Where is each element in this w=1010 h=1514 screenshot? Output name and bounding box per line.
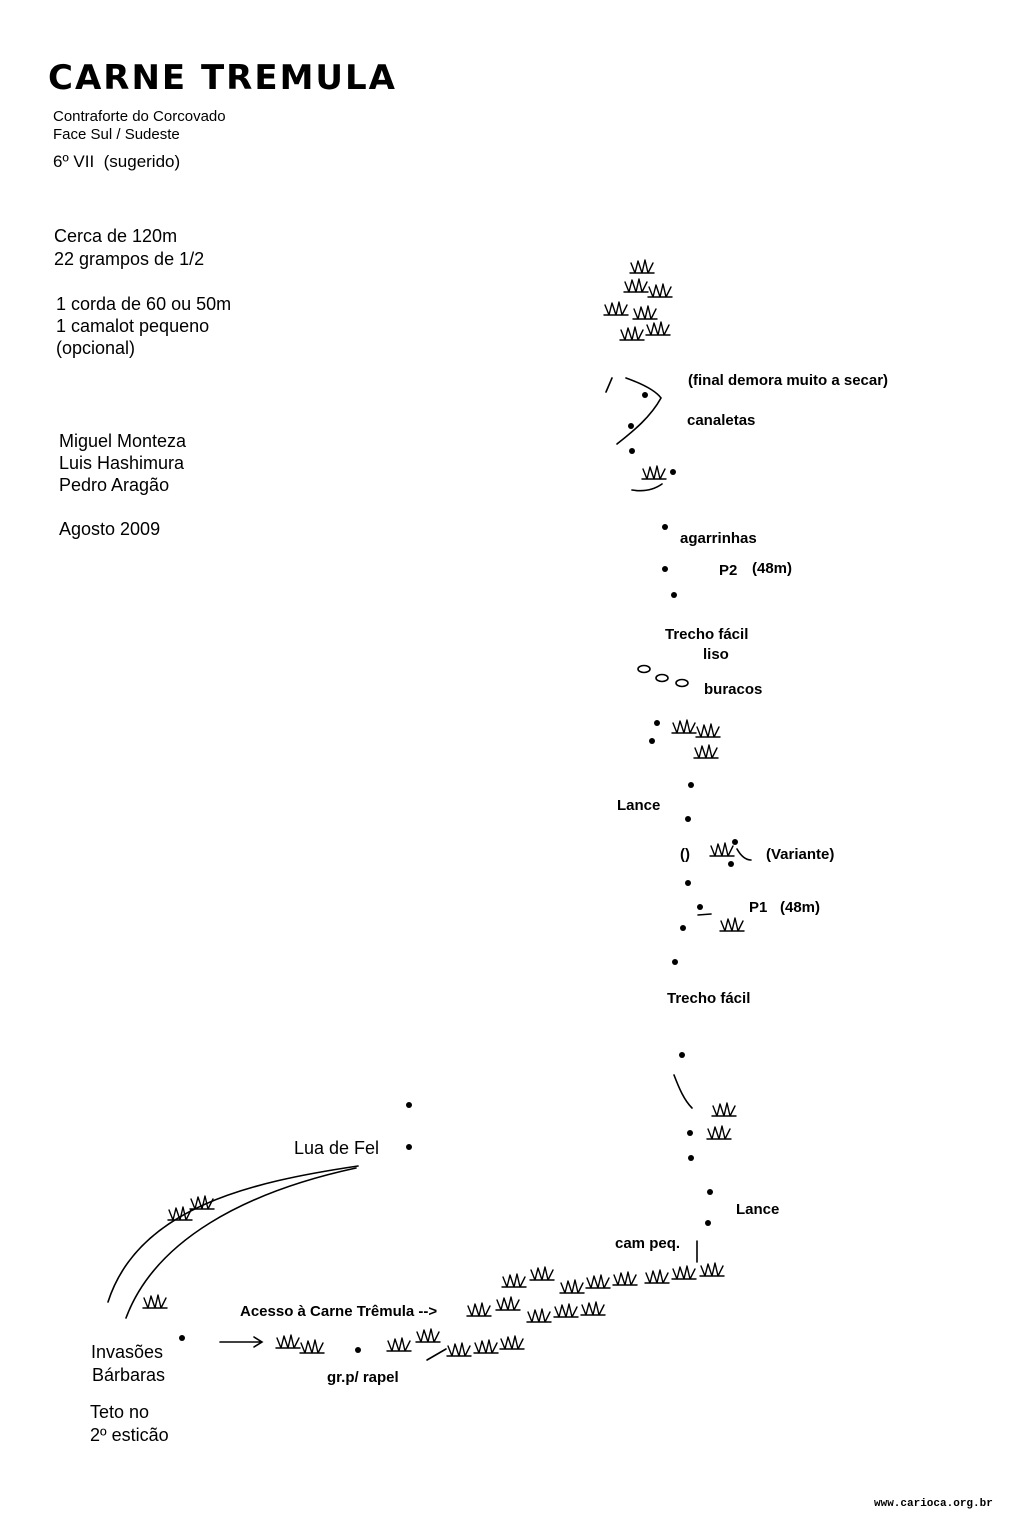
first-ascent-date: Agosto 2009 <box>59 519 161 539</box>
p2-label: P2 <box>719 562 738 579</box>
rappel-tick <box>427 1349 446 1360</box>
corner-line <box>674 1075 692 1108</box>
parens-label: () <box>680 846 690 863</box>
lua-de-fel-route-label: Lua de Fel <box>294 1138 380 1158</box>
grass-tuft-icon <box>642 466 666 479</box>
climber-name: Pedro Aragão <box>59 475 170 495</box>
grass-tuft-icon <box>416 1329 440 1342</box>
grass-tuft-icon <box>672 720 696 733</box>
access-arrow <box>220 1337 262 1347</box>
bolt-dot-icon <box>642 392 648 398</box>
location-line-2: Face Sul / Sudeste <box>53 126 180 143</box>
bolt-dot-icon <box>662 524 668 530</box>
access-label: Acesso à Carne Trêmula --> <box>240 1303 438 1320</box>
grass-tuft-icon <box>467 1303 491 1316</box>
roof-note-2: 2º esticão <box>90 1425 169 1445</box>
grass-tuft-icon <box>633 306 657 319</box>
grade-value: 6º VII <box>53 152 95 171</box>
invasoes-route-label: Invasões <box>91 1342 164 1362</box>
grass-tuft-icon <box>527 1309 551 1322</box>
grass-tuft-icon <box>387 1338 411 1351</box>
route-title: CARNE TREMULA <box>48 58 397 98</box>
agarrinhas-label: agarrinhas <box>680 530 757 547</box>
grass-tuft-icon <box>620 327 644 340</box>
grass-tuft-icon <box>672 1266 696 1279</box>
bolt-dot-icon <box>406 1102 412 1108</box>
bolt-dot-icon <box>728 861 734 867</box>
grass-tuft-icon <box>496 1297 520 1310</box>
grass-tuft-icon <box>694 745 718 758</box>
bolt-dot-icon <box>670 469 676 475</box>
cam-placement-label: cam peq. <box>615 1235 681 1252</box>
p1-label: P1 <box>749 899 768 916</box>
grass-tuft-icon <box>712 1103 736 1116</box>
bolt-dot-icon <box>671 592 677 598</box>
grass-tuft-icon <box>720 918 744 931</box>
bolt-dot-icon <box>688 1155 694 1161</box>
grass-tuft-icon <box>500 1336 524 1349</box>
easy-section-label: Trecho fácil <box>667 990 751 1007</box>
bolt-dot-icon <box>406 1144 412 1150</box>
location-line-1: Contraforte do Corcovado <box>53 108 226 125</box>
invasoes-route-label-2: Bárbaras <box>92 1365 166 1385</box>
bolt-dot-icon <box>697 904 703 910</box>
grass-tuft-icon <box>648 284 672 297</box>
grass-tuft-icon <box>560 1280 584 1293</box>
rappel-bolt-label: gr.p/ rapel <box>327 1369 399 1386</box>
bolt-dot-icon <box>628 423 634 429</box>
crux-label: Lance <box>736 1201 780 1218</box>
grass-tuft-icon <box>645 1270 669 1283</box>
route-grade <box>53 152 180 172</box>
grass-tuft-icon <box>646 322 670 335</box>
bolt-count: 22 grampos de 1/2 <box>54 249 205 269</box>
grass-tuft-icon <box>276 1335 300 1348</box>
bolt-dot-icon <box>687 1130 693 1136</box>
rope-requirement: 1 corda de 60 ou 50m <box>56 294 232 314</box>
website-credit: www.carioca.org.br <box>874 1498 993 1510</box>
grass-tuft-icon <box>586 1275 610 1288</box>
climber-name: Luis Hashimura <box>59 453 185 473</box>
easy-section-label: Trecho fácil <box>665 626 749 643</box>
crux-label: Lance <box>617 797 661 814</box>
bolt-dot-icon <box>688 782 694 788</box>
cam-requirement: 1 camalot pequeno <box>56 316 210 336</box>
bolt-dot-icon <box>649 738 655 744</box>
p1-length-label: (48m) <box>780 899 821 916</box>
bolt-dot-icon <box>654 720 660 726</box>
p1-anchor-line <box>698 914 711 915</box>
holes-label: buracos <box>704 681 763 698</box>
bolt-dot-icon <box>355 1347 361 1353</box>
roof-note: Teto no <box>90 1402 150 1422</box>
bolt-dot-icon <box>732 839 738 845</box>
grass-tuft-icon <box>168 1207 192 1220</box>
canaleta-curl <box>632 484 662 491</box>
grass-tuft-icon <box>630 260 654 273</box>
p2-length-label: (48m) <box>752 560 793 577</box>
grass-tuft-icon <box>624 279 648 292</box>
grass-tuft-icon <box>696 724 720 737</box>
grass-tuft-icon <box>604 302 628 315</box>
bolt-dot-icon <box>662 566 668 572</box>
route-length: Cerca de 120m <box>54 226 178 246</box>
grass-tuft-icon <box>474 1340 498 1353</box>
grass-tuft-icon <box>700 1263 724 1276</box>
canaleta-line-long <box>617 378 661 444</box>
grass-tuft-icon <box>502 1274 526 1287</box>
variante-line <box>737 849 751 860</box>
bolt-dot-icon <box>672 959 678 965</box>
hole-oval-icon <box>676 680 688 687</box>
bolt-dot-icon <box>707 1189 713 1195</box>
bolt-dot-icon <box>685 816 691 822</box>
bolt-dot-icon <box>179 1335 185 1341</box>
canaleta-line-short <box>606 378 612 392</box>
variant-label: (Variante) <box>766 846 835 863</box>
bolt-dot-icon <box>680 925 686 931</box>
cam-optional-note: (opcional) <box>56 338 136 358</box>
grass-tuft-icon <box>710 843 734 856</box>
final-note-label: (final demora muito a secar) <box>688 372 889 389</box>
smooth-section-label: liso <box>703 646 729 663</box>
canaletas-label: canaletas <box>687 412 756 429</box>
grade-note: (sugerido) <box>103 152 181 171</box>
hole-oval-icon <box>656 675 668 682</box>
grass-tuft-icon <box>613 1272 637 1285</box>
grass-tuft-icon <box>554 1304 578 1317</box>
climber-name: Miguel Monteza <box>59 431 187 451</box>
bolt-dot-icon <box>685 880 691 886</box>
grass-tuft-icon <box>581 1302 605 1315</box>
grass-tuft-icon <box>707 1126 731 1139</box>
grass-tuft-icon <box>447 1343 471 1356</box>
bolt-dot-icon <box>629 448 635 454</box>
hole-oval-icon <box>638 666 650 673</box>
grass-tuft-icon <box>143 1295 167 1308</box>
grass-tuft-icon <box>300 1340 324 1353</box>
bolt-dot-icon <box>679 1052 685 1058</box>
grass-tuft-icon <box>530 1267 554 1280</box>
bolt-dot-icon <box>705 1220 711 1226</box>
